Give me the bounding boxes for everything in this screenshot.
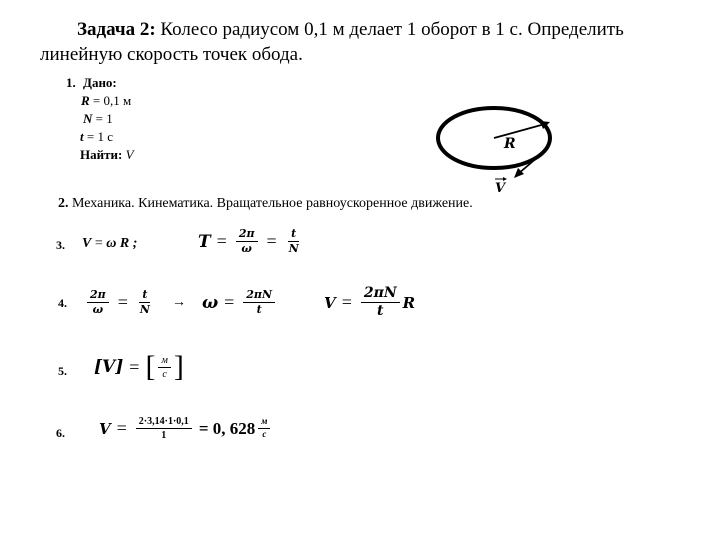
- step-6-calc: [136, 416, 192, 441]
- step-4-arrow: →: [171, 294, 186, 310]
- step-6-formula: [99, 416, 273, 441]
- step-6-unit: [258, 417, 270, 440]
- step-5-lhs: [V]: [94, 357, 124, 377]
- step-4-v: V: [324, 293, 336, 312]
- step-4-frac-b-num: t: [139, 289, 150, 303]
- step-4-frac-d-den: t: [377, 303, 384, 320]
- step-3-frac1-num: 2π: [236, 228, 258, 242]
- step-5-bracket-left: [: [145, 350, 156, 383]
- step-6-unit-den: с: [262, 429, 267, 439]
- step-4-r: R: [402, 293, 416, 312]
- step-4-frac-c-num: 2πN: [243, 289, 275, 303]
- step-4-frac-c: [243, 289, 275, 316]
- section-2-step: 2.: [58, 196, 69, 211]
- step-4-frac-a-num: 2π: [87, 289, 109, 303]
- step-4-frac-a-den: ω: [92, 303, 104, 317]
- given-block: [66, 74, 134, 164]
- section-2: [58, 196, 473, 212]
- step-4-frac-d-num: 2πN: [361, 286, 400, 303]
- step-4-omega: ω: [201, 292, 219, 313]
- step-3-rhs: ω R ;: [106, 236, 138, 251]
- given-find-label: Найти:: [80, 147, 123, 162]
- step-3-formula-v: [82, 236, 137, 252]
- step-3-formula-t: [198, 228, 305, 255]
- step-3-frac1: [236, 228, 258, 255]
- step-6-eq1: =: [116, 418, 127, 438]
- task-statement: [40, 17, 690, 67]
- step-6-v: V: [99, 419, 111, 438]
- step-5-unit-den: с: [162, 368, 167, 380]
- task-label: Задача 2:: [77, 19, 156, 40]
- step-6-number: 6.: [56, 426, 65, 440]
- given-n-var: N: [83, 111, 93, 126]
- step-3-eq: =: [94, 236, 103, 251]
- step-3-frac2-num: t: [288, 228, 299, 242]
- given-title: Дано:: [83, 75, 117, 90]
- step-6-calc-den: 1: [161, 430, 167, 441]
- step-6-unit-num: м: [258, 417, 270, 429]
- step-4-eq3: =: [341, 292, 352, 313]
- task-line2: линейную скорость точек обода.: [40, 44, 303, 65]
- given-r-val: = 0,1 м: [89, 93, 132, 108]
- step-3-frac2-den: N: [288, 242, 299, 256]
- step-6-result: = 0, 628: [198, 418, 256, 438]
- step-4-frac-b-den: N: [139, 303, 150, 317]
- radius-label: R: [504, 136, 516, 152]
- task-line1: Колесо радиусом 0,1 м делает 1 оборот в 1 с. Определить: [160, 19, 624, 40]
- step-3-frac2: [286, 228, 302, 255]
- step-5-eq: =: [129, 356, 140, 377]
- step-4-frac-d: [361, 286, 400, 320]
- given-find-var: V: [125, 147, 134, 162]
- step-3-frac1-den: ω: [241, 242, 252, 256]
- step-4-frac-a: [87, 289, 109, 316]
- step-5-bracket-right: ]: [173, 350, 184, 383]
- given-find: [66, 146, 134, 164]
- given-r: [66, 92, 134, 110]
- step-4-eq2: =: [224, 292, 235, 313]
- step-5-unit-num: м: [158, 355, 170, 368]
- step-4-frac-b: [137, 289, 153, 316]
- step-4-formulas: [84, 286, 415, 320]
- velocity-label: V: [495, 181, 506, 196]
- step-6-calc-num: 2·3,14·1·0,1: [136, 416, 192, 429]
- given-t-val: = 1 с: [83, 129, 113, 144]
- step-4-eq1: =: [117, 292, 128, 313]
- given-t: [66, 128, 134, 146]
- step-3-t: T: [198, 231, 211, 252]
- step-4-number: 4.: [58, 296, 67, 310]
- given-t-var: t: [80, 129, 84, 144]
- section-2-text: Механика. Кинематика. Вращательное равноускоренное движение.: [72, 196, 473, 211]
- step-3-t-eq1: =: [216, 231, 227, 252]
- step-5-number: 5.: [58, 364, 67, 378]
- step-4-frac-c-den: t: [256, 303, 262, 317]
- step-3-t-eq2: =: [266, 231, 277, 252]
- step-3-v: V: [82, 236, 92, 251]
- given-n-val: = 1: [92, 111, 113, 126]
- step-3-number: 3.: [56, 238, 65, 252]
- given-step: 1.: [66, 75, 76, 90]
- radius-line: [494, 124, 545, 138]
- step-5-unit: [158, 355, 170, 380]
- given-n: [66, 110, 134, 128]
- step-5-formula: [94, 352, 184, 382]
- wheel-diagram: [430, 100, 570, 200]
- given-r-var: R: [81, 93, 90, 108]
